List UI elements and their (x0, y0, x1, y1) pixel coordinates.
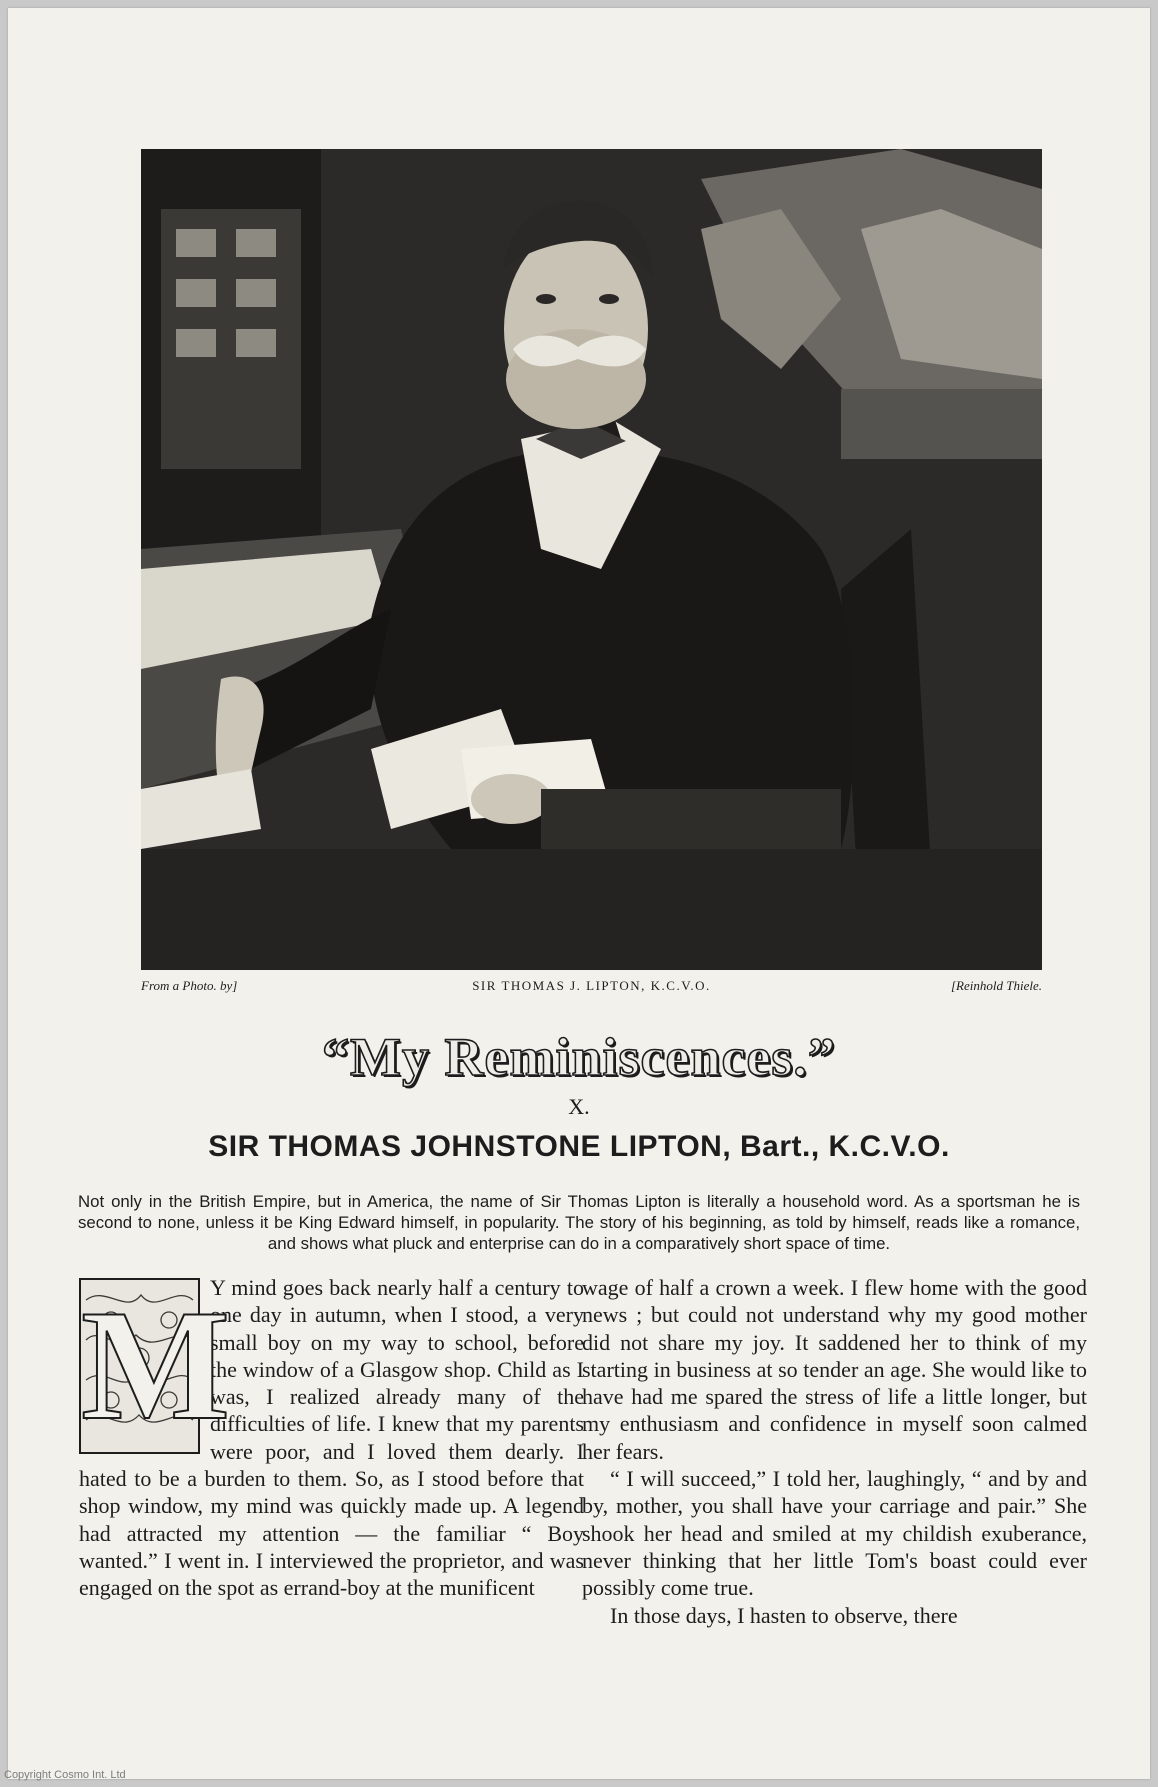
portrait-illustration (141, 149, 1042, 970)
paragraph-continued: wage of half a crown a week. I flew home with the good news ; but could not understand why my good mother did not share my joy. It saddened her to think of my starting in business at so tender an age. She would like to have had me spared the stress of life a little longer, but my enthusiasm and confidence in myself soon calmed her fears. (582, 1275, 1087, 1464)
page (8, 8, 1150, 1779)
portrait-photo (141, 149, 1042, 970)
copyright-notice: Copyright Cosmo Int. Ltd (4, 1769, 126, 1781)
article-number: X. (568, 1094, 590, 1119)
paragraph-opening: Y mind goes back nearly half a century to one day in autumn, when I stood, a very small boy on my way to school, before the window of a Glasgow shop. Child as I was, I realized already many of the difficulties of life. I knew that my parents were poor, and I loved them dearly. I hated to be a burden to them. So, as I stood before that shop window, my mind was quickly made up. A legend had attracted my attention — the familiar “ Boy wanted.” I went in. I interviewed the proprietor, and was engaged on the spot as errand-boy at the munificent (79, 1275, 584, 1601)
paragraph-next: In those days, I hasten to observe, there (610, 1602, 958, 1628)
text-column-left (79, 1274, 584, 1602)
article-heading: SIR THOMAS JOHNSTONE LIPTON, Bart., K.C.V.O. (208, 1130, 950, 1163)
photo-credit-name: [Reinhold Thiele. (951, 978, 1042, 993)
drop-cap-ornament (79, 1278, 231, 1454)
photo-caption-title: SIR THOMAS J. LIPTON, K.C.V.O. (472, 978, 711, 993)
text-column-right (582, 1274, 1087, 1629)
photo-credit-prefix: From a Photo. by] (141, 978, 238, 993)
paragraph-quote: “ I will succeed,” I told her, laughingly, “ and by and by, mother, you shall have your carriage and pair.” She shook her head and smiled at my childish exuberance, never thinking that her little Tom's boast could ever possibly come true. (582, 1466, 1087, 1601)
drop-cap-letter: M (81, 1278, 231, 1453)
article-title: “My Reminiscences.” (322, 1027, 836, 1087)
article-intro: Not only in the British Empire, but in America, the name of Sir Thomas Lipton is literally a household word. As a sportsman he is second to none, unless it be King Edward himself, in popularity. The story of his beginning, as told by himself, reads like a romance, and shows what pluck and enterprise can do in a comparatively short space of time. (78, 1192, 1080, 1253)
photo-caption (141, 978, 1042, 998)
